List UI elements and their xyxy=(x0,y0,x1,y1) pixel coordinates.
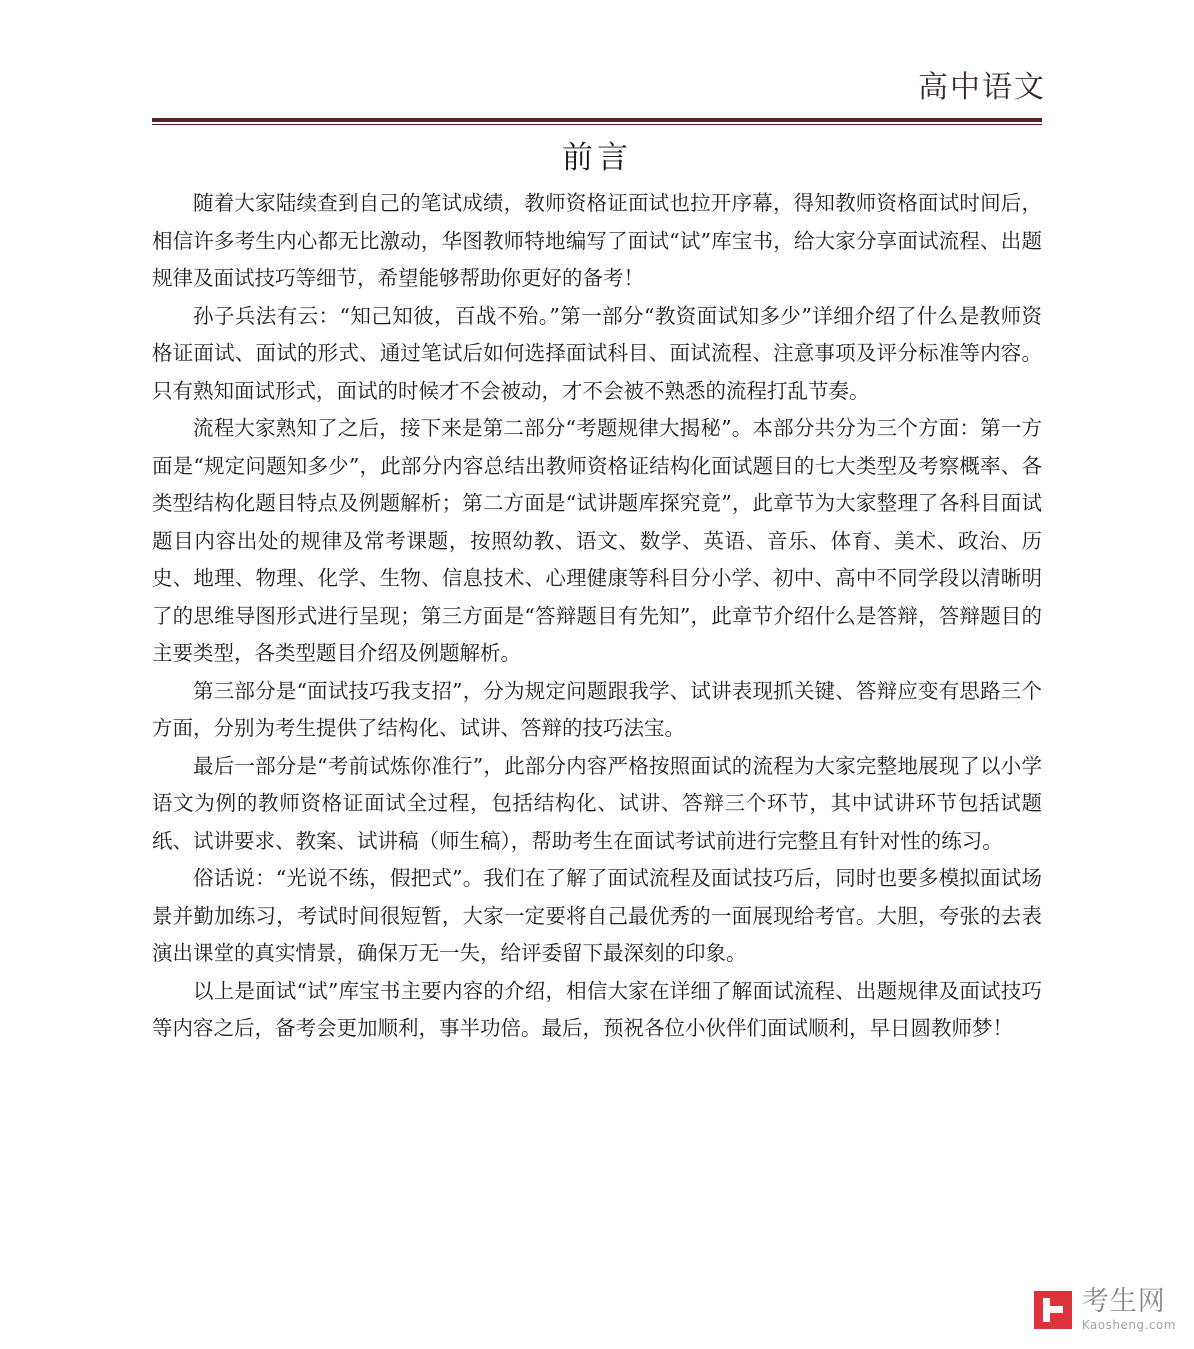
paragraph: 第三部分是“面试技巧我支招”，分为规定问题跟我学、试讲表现抓关键、答辩应变有思路三个方面，分别为考生提供了结构化、试讲、答辩的技巧法宝。 xyxy=(152,678,1042,740)
header-rule-thick xyxy=(152,118,1042,122)
watermark-texts xyxy=(1082,1288,1176,1331)
kaosheng-logo-icon xyxy=(1034,1291,1072,1329)
paragraph: 孙子兵法有云：“知己知彼，百战不殆。”第一部分“教资面试知多少”详细介绍了什么是教师资格证面试、面试的形式、通过笔试后如何选择面试科目、面试流程、注意事项及评分标准等内容。只有熟知面试形式，面试的时候才不会被动，才不会被不熟悉的流程打乱节奏。 xyxy=(152,303,1042,403)
page-header-subject: 高中语文 xyxy=(918,70,1046,105)
paragraph: 最后一部分是“考前试炼你准行”，此部分内容严格按照面试的流程为大家完整地展现了以小学语文为例的教师资格证面试全过程，包括结构化、试讲、答辩三个环节，其中试讲环节包括试题纸、试讲要求、教案、试讲稿（师生稿），帮助考生在面试考试前进行完整且有针对性的练习。 xyxy=(152,753,1042,853)
watermark xyxy=(1034,1288,1176,1331)
paragraph: 以上是面试“试”库宝书主要内容的介绍，相信大家在详细了解面试流程、出题规律及面试技巧等内容之后，备考会更加顺利，事半功倍。最后，预祝各位小伙伴们面试顺利，早日圆教师梦！ xyxy=(152,978,1042,1040)
page-title: 前言 xyxy=(562,140,632,176)
header-rule-thin xyxy=(152,124,1042,125)
watermark-name-cn: 考生网 xyxy=(1081,1286,1166,1317)
watermark-name-en: Kaosheng.com xyxy=(1081,1318,1176,1332)
paragraph: 流程大家熟知了之后，接下来是第二部分“考题规律大揭秘”。本部分共分为三个方面：第一方面是“规定问题知多少”，此部分内容总结出教师资格证结构化面试题目的七大类型及考察概率、各类型结构化题目特点及例题解析；第二方面是“试讲题库探究竟”，此章节为大家整理了各科目面试题目内容出处的规律及常考课题，按照幼教、语文、数学、英语、音乐、体育、美术、政治、历史、地理、物理、化学、生物、信息技术、心理健康等科目分小学、初中、高中不同学段以清晰明了的思维导图形式进行呈现；第三方面是“答辩题目有先知”，此章节介绍什么是答辩，答辩题目的主要类型，各类型题目介绍及例题解析。 xyxy=(152,416,1042,665)
paragraph: 随着大家陆续查到自己的笔试成绩，教师资格证面试也拉开序幕，得知教师资格面试时间后，相信许多考生内心都无比激动，华图教师特地编写了面试“试”库宝书，给大家分享面试流程、出题规律及面试技巧等细节，希望能够帮助你更好的备考！ xyxy=(152,191,1042,290)
document-body xyxy=(152,185,1042,1048)
paragraph: 俗话说：“光说不练，假把式”。我们在了解了面试流程及面试技巧后，同时也要多模拟面试场景并勤加练习，考试时间很短暂，大家一定要将自己最优秀的一面展现给考官。大胆，夸张的去表演出课堂的真实情景，确保万无一失，给评委留下最深刻的印象。 xyxy=(152,866,1042,965)
